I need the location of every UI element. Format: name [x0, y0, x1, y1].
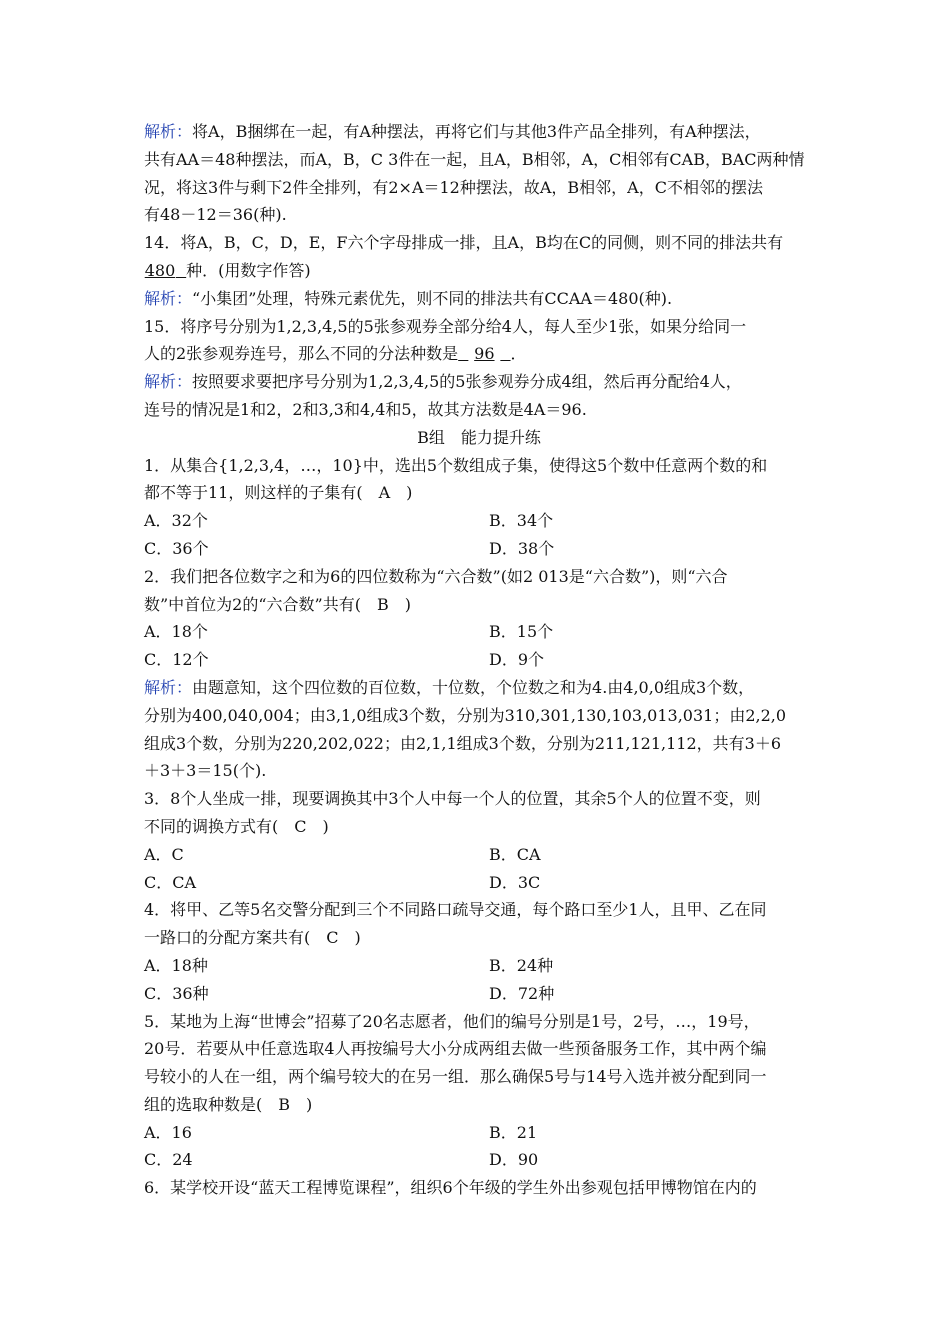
analysis-line: 况，将这3件与剩下2件全排列，有2×A＝12种摆法，故A，B相邻，A，C不相邻的摆法 [144, 177, 763, 197]
option-b: B．CA [489, 844, 541, 864]
question-2-analysis-line: 组成3个数，分别为220,202,022；由2,1,1组成3个数，分别为211,121,112，共有3＋6 [144, 733, 782, 753]
question-15-analysis: 解析：按照要求要把序号分别为1,2,3,4,5的5张参观券分成4组，然后再分配给4人， [144, 372, 742, 392]
question-15-line: 人的2张参观券连号，那么不同的分法种数是 96 ． [144, 340, 814, 368]
question-5-options [144, 1119, 814, 1175]
question-3-line: 不同的调换方式有( C ) [144, 816, 329, 836]
option-a: A．C [144, 844, 184, 864]
question-3-line: 3．8个人坐成一排，现要调换其中3个人中每一个人的位置，其余5个人的位置不变，则 [144, 789, 761, 809]
option-c: C．CA [144, 872, 197, 892]
question-2-options [144, 618, 814, 674]
question-1-line: 都不等于11，则这样的子集有( A ) [144, 483, 413, 503]
analysis-line: 有48－12＝36(种). [144, 205, 287, 225]
question-4-options [144, 952, 814, 1008]
analysis-paragraph [144, 118, 814, 146]
question-14-analysis: 解析：“小集团”处理，特殊元素优先，则不同的排法共有CCAA＝480(种). [144, 288, 673, 308]
analysis-label: 解析： [144, 122, 193, 141]
analysis-line: 共有AA＝48种摆法，而A，B，C 3件在一起，且A，B相邻，A，C相邻有CAB，BAC两种情 [144, 149, 805, 169]
question-15-answer: 96 [474, 344, 495, 364]
analysis-label: 解析： [144, 677, 193, 697]
question-1-line: 1．从集合{1,2,3,4，…，10}中，选出5个数组成子集，使得这5个数中任意两个数的和 [144, 455, 768, 475]
question-6-line: 6．某学校开设“蓝天工程博览课程”，组织6个年级的学生外出参观包括甲博物馆在内的 [144, 1178, 757, 1198]
option-c: C．12个 [144, 650, 209, 670]
option-b: B．24种 [489, 955, 554, 975]
question-14-line [144, 257, 814, 285]
option-c: C．36个 [144, 538, 209, 558]
question-5-line: 号较小的人在一组，两个编号较大的在另一组．那么确保5号与14号入选并被分配到同一 [144, 1067, 767, 1087]
analysis-label: 解析： [144, 288, 193, 308]
option-d: D．90 [489, 1150, 539, 1170]
question-2-analysis-line: 分别为400,040,004；由3,1,0组成3个数，分别为310,301,130,103,013,031；由2,2,0 [144, 705, 787, 725]
option-a: A．18个 [144, 622, 208, 642]
option-d: D．38个 [489, 538, 555, 558]
option-b: B．21 [489, 1122, 538, 1142]
question-15-line: 15．将序号分别为1,2,3,4,5的5张参观券全部分给4人，每人至少1张，如果分给同一 [144, 316, 747, 336]
question-14-suffix: 种．(用数字作答) [186, 260, 311, 280]
question-14-line: 14．将A，B，C，D，E，F六个字母排成一排，且A，B均在C的同侧，则不同的排法共有 [144, 233, 784, 253]
option-c: C．36种 [144, 983, 209, 1003]
question-3-options [144, 841, 814, 897]
section-title: B组 能力提升练 [417, 427, 541, 447]
option-d: D．3C [489, 872, 541, 892]
option-a: A．32个 [144, 511, 208, 531]
question-5-line: 组的选取种数是( B ) [144, 1094, 313, 1114]
option-d: D．72种 [489, 983, 555, 1003]
option-d: D．9个 [489, 650, 545, 670]
document-content [144, 118, 814, 1202]
analysis-label: 解析： [144, 372, 193, 392]
question-2-analysis: 解析：由题意知，这个四位数的百位数，十位数，个位数之和为4.由4,0,0组成3个数， [144, 677, 755, 697]
question-4-line: 4．将甲、乙等5名交警分配到三个不同路口疏导交通，每个路口至少1人，且甲、乙在同 [144, 900, 767, 920]
option-a: A．18种 [144, 955, 208, 975]
question-2-analysis-line: ＋3＋3＝15(个). [144, 761, 267, 781]
question-1-options [144, 507, 814, 563]
question-4-line: 一路口的分配方案共有( C ) [144, 928, 361, 948]
option-c: C．24 [144, 1150, 193, 1170]
option-a: A．16 [144, 1122, 192, 1142]
question-5-line: 5．某地为上海“世博会”招募了20名志愿者，他们的编号分别是1号，2号，…，19号， [144, 1011, 760, 1031]
analysis-line: 将A，B捆绑在一起，有A种摆法，再将它们与其他3件产品全排列，有A种摆法， [192, 122, 761, 141]
question-2-line: 数”中首位为2的“六合数”共有( B ) [144, 594, 411, 614]
question-2-line: 2．我们把各位数字之和为6的四位数称为“六合数”(如2 013是“六合数”)，则“六合 [144, 566, 728, 586]
question-5-line: 20号．若要从中任意选取4人再按编号大小分成两组去做一些预备服务工作，其中两个编 [144, 1039, 767, 1059]
option-b: B．34个 [489, 511, 554, 531]
option-b: B．15个 [489, 622, 554, 642]
question-14-answer: 480 [144, 260, 176, 280]
question-15-analysis-line: 连号的情况是1和2，2和3,3和4,4和5，故其方法数是4A＝96. [144, 399, 587, 419]
